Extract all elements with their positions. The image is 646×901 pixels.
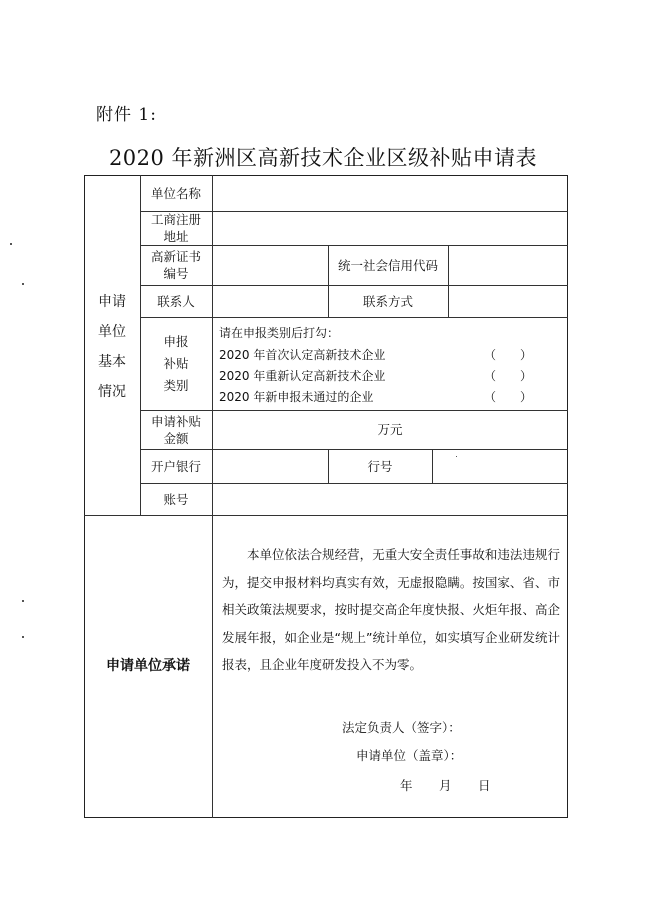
category-option-label: 2020 年重新认定高新技术企业 (219, 369, 386, 383)
label-account: 账号 (163, 491, 189, 507)
date-month[interactable]: 月 (439, 778, 452, 793)
category-option-checkbox[interactable]: （ ） (484, 348, 533, 362)
label-bank-no: 行号 (367, 458, 393, 474)
contact-method-field[interactable] (448, 285, 568, 317)
account-field[interactable] (212, 483, 568, 515)
label-bank: 开户银行 (150, 458, 201, 474)
applicant-unit-seal[interactable]: 申请单位（盖章）： (356, 748, 463, 763)
label-unit-name: 单位名称 (150, 185, 201, 201)
label-contact-person: 联系人 (157, 293, 195, 309)
label-subsidy-amount: 申请补贴 金额 (150, 413, 201, 446)
date-year[interactable]: 年 (400, 778, 413, 793)
scan-speck (22, 283, 24, 285)
contact-person-field[interactable] (212, 285, 328, 317)
label-credit-code: 统一社会信用代码 (337, 257, 438, 273)
label-hitech-cert-no: 高新证书 编号 (150, 249, 201, 281)
category-prompt: 请在申报类别后打勾： (219, 326, 340, 340)
scan-speck (22, 600, 24, 602)
date-day[interactable]: 日 (478, 778, 491, 793)
label-registered-address: 工商注册 地址 (150, 212, 201, 244)
commitment-label: 申请单位承诺 (106, 658, 190, 674)
legal-representative-signature[interactable]: 法定负责人（签字）： (342, 720, 461, 735)
commitment-text: 本单位依法合规经营，无重大安全责任事故和违法违规行为，提交申报材料均真实有效，无虚报隐瞒。按国家、省、市相关政策法规要求，按时提交高企年度快报、火炬年报、高企发展年报，如企业是“规上”统计单位，如实填写企业研发统计报表，且企业年度研发投入不为零。 (222, 547, 560, 672)
credit-code-field[interactable] (448, 245, 568, 285)
scan-speck (456, 456, 457, 457)
scan-speck (10, 243, 12, 245)
hitech-cert-no-field[interactable] (212, 245, 328, 285)
amount-unit: 万元 (377, 422, 403, 437)
label-contact-method: 联系方式 (362, 293, 413, 309)
bank-no-field[interactable] (432, 449, 568, 483)
label-category: 申报 补贴 类别 (163, 333, 189, 393)
section-label-applicant: 申请 单位 基本 情况 (98, 294, 126, 400)
form-title: 2020 年新洲区高新技术企业区级补贴申请表 (108, 146, 538, 170)
category-option-label: 2020 年新申报未通过的企业 (219, 390, 374, 404)
category-option-checkbox[interactable]: （ ） (484, 369, 533, 383)
attachment-label: 附件 1: (96, 105, 157, 125)
registered-address-field[interactable] (212, 211, 568, 245)
category-option-label: 2020 年首次认定高新技术企业 (219, 348, 386, 362)
subsidy-amount-field[interactable] (212, 410, 568, 449)
category-option-checkbox[interactable]: （ ） (484, 390, 533, 404)
unit-name-field[interactable] (212, 175, 568, 211)
bank-field[interactable] (212, 449, 328, 483)
scan-speck (22, 636, 24, 638)
